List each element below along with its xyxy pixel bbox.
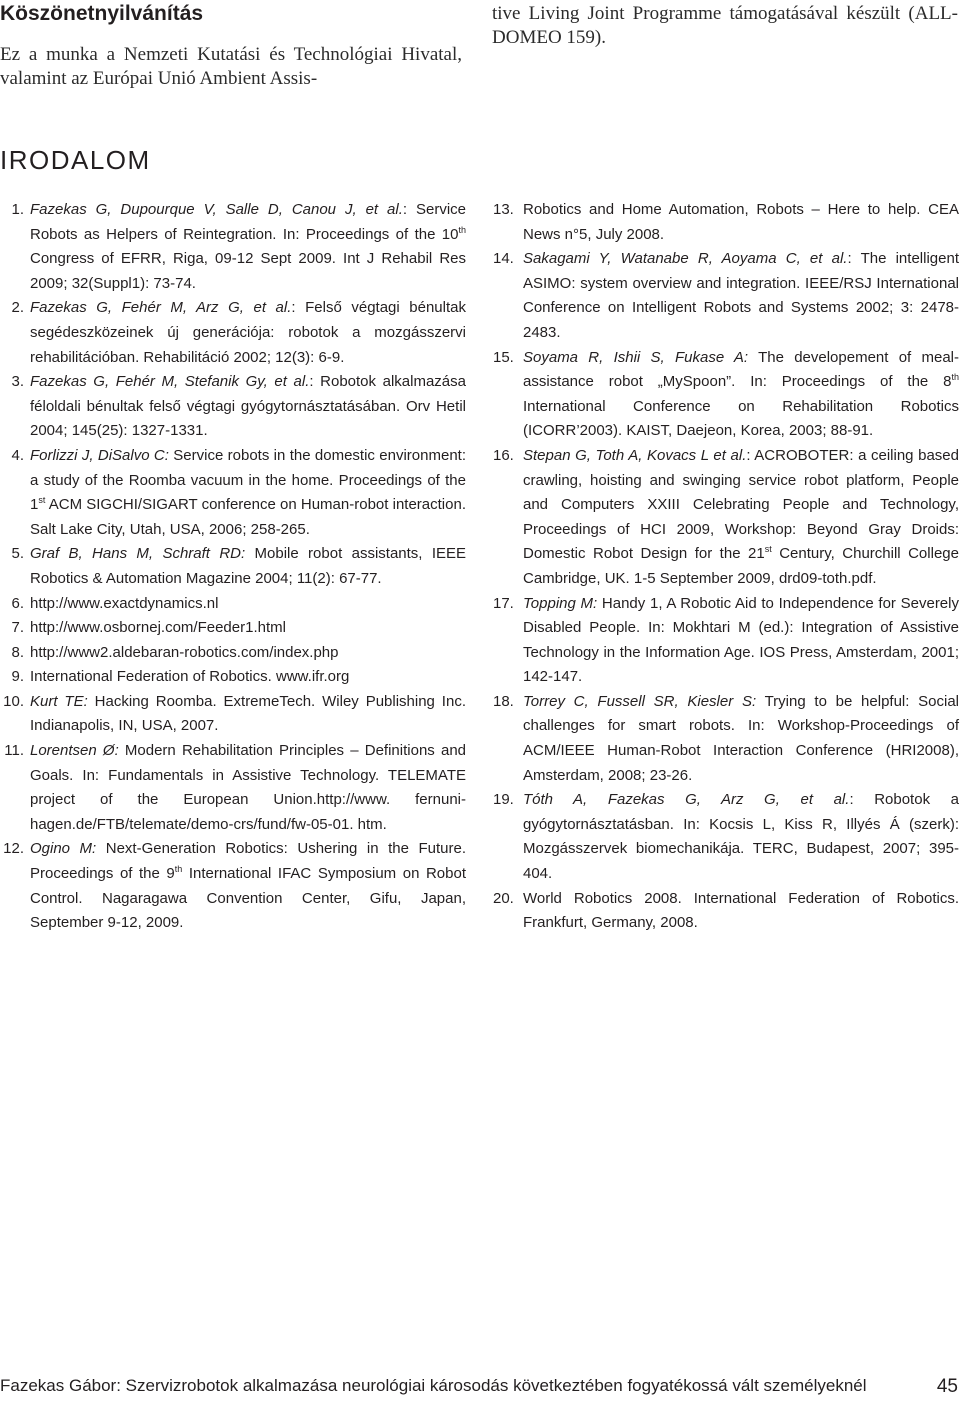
reference-text-continued: International Conference on Rehabilitation Robotics (ICORR’2003). KAIST, Daejeon, Korea, 2003; 88-91. xyxy=(523,397,959,440)
reference-superscript: st xyxy=(764,544,772,555)
reference-authors: Ogino M: xyxy=(30,840,97,858)
reference-item xyxy=(493,788,959,886)
reference-text-continued: Congress of EFRR, Riga, 09-12 Sept 2009. Int J Rehabil Res 2009; 32(Suppl1): 73-74. xyxy=(30,250,466,292)
reference-text: Modern Rehabilitation Principles – Definitions and Goals. In: Fundamentals in Assistive Technology. TELEMATE project of the European Union.http://www. fernuni-hagen.de/FTB/telemate/demo-crs/fund/fw-05-01. htm. xyxy=(30,742,467,833)
reference-authors: Fazekas G, Fehér M, Stefanik Gy, et al. xyxy=(30,373,310,391)
reference-number: 9. xyxy=(11,668,24,686)
reference-number: 2. xyxy=(11,299,24,317)
reference-item xyxy=(493,198,959,247)
reference-authors: Kurt TE: xyxy=(30,692,88,710)
reference-number: 12. xyxy=(3,840,24,858)
references-right-column xyxy=(493,198,959,936)
page-number: 45 xyxy=(936,1376,958,1397)
reference-text: The developement of meal-assistance robot „MySpoon”. In: Proceedings of the 8 xyxy=(523,348,959,391)
reference-item xyxy=(0,665,466,690)
reference-number: 18. xyxy=(493,692,514,710)
reference-number: 10. xyxy=(3,692,24,710)
reference-authors: Stepan G, Toth A, Kovacs L et al. xyxy=(523,446,747,464)
reference-text: Service robots in the domestic environment: a study of the Roomba vacuum in the home. Proceedings of the 1 xyxy=(30,446,466,514)
reference-authors: Sakagami Y, Watanabe R, Aoyama C, et al. xyxy=(523,250,848,268)
reference-item xyxy=(0,198,466,296)
reference-text: Handy 1, A Robotic Aid to Independence for Severely Disabled People. In: Mokhtari M (ed.): Integration of Assistive Technology in the Information Age. IOS Press, Amsterdam, 2001; 142-147. xyxy=(523,594,959,686)
reference-number: 3. xyxy=(11,373,24,391)
reference-text: Hacking Roomba. ExtremeTech. Wiley Publishing Inc. Indianapolis, IN, USA, 2007. xyxy=(30,692,466,735)
reference-item xyxy=(0,542,466,591)
references-heading: IRODALOM xyxy=(0,145,151,175)
reference-link[interactable]: http://www.osbornej.com/Feeder1.html xyxy=(30,619,286,637)
reference-text: : Felső végtagi bénultak segédeszközeinek új generációja: robotok a mozgásszervi rehabilitációban. Rehabilitáció 2002; 12(3): 6-9. xyxy=(30,299,466,366)
reference-text: : ACROBOTER: a ceiling based crawling, hoisting and swinging service robot platform, People and Computers XXIII Celebrating People and Technology, Proceedings of HCI 2009, Workshop: Beyond Gray Droids: Domestic Robot Design for the 21 xyxy=(523,446,959,563)
reference-text: Next-Generation Robotics: Ushering in the Future. Proceedings of the 9 xyxy=(30,840,466,883)
reference-item xyxy=(493,247,959,345)
reference-authors: Lorentsen Ø: xyxy=(30,742,119,760)
reference-number: 16. xyxy=(493,446,514,464)
reference-superscript: th xyxy=(458,224,466,235)
reference-number: 1. xyxy=(11,201,24,218)
reference-item xyxy=(0,444,466,542)
reference-item xyxy=(493,690,959,788)
reference-number: 17. xyxy=(493,594,514,612)
reference-number: 5. xyxy=(11,545,24,563)
reference-item xyxy=(0,616,466,641)
reference-item xyxy=(0,739,466,837)
references-left-column xyxy=(0,198,466,936)
reference-number: 19. xyxy=(493,791,514,809)
acknowledgement-heading: Köszönetnyilvánítás xyxy=(0,2,204,25)
reference-item xyxy=(0,592,466,617)
reference-text: : Robotok alkalmazása féloldali bénultak felső végtagi gyógytornásztatásában. Orv Hetil 2004; 145(25): 1327-1331. xyxy=(30,373,466,440)
reference-superscript: st xyxy=(38,495,46,506)
acknowledgement-text-left: Ez a munka a Nemzeti Kutatási és Technológiai Hivatal, valamint az Európai Unió Ambient Assis- xyxy=(0,44,462,89)
reference-number: 7. xyxy=(11,619,24,637)
reference-authors: Topping M: xyxy=(523,594,598,612)
reference-authors: Forlizzi J, DiSalvo C: xyxy=(30,446,169,464)
reference-text: Trying to be helpful: Social challenges for smart robots. In: Workshop-Proceedings of ACM/IEEE Human-Robot Interaction Conference (HRI2008), Amsterdam, 2008; 23-26. xyxy=(523,692,960,784)
reference-item xyxy=(493,444,959,592)
reference-authors: Fazekas G, Dupourque V, Salle D, Canou J, et al. xyxy=(30,201,403,218)
reference-text: Mobile robot assistants, IEEE Robotics & Automation Magazine 2004; 11(2): 67-77. xyxy=(30,545,466,587)
reference-text-continued: Century, Churchill College Cambridge, UK. 1-5 September 2009, drd09-toth.pdf. xyxy=(523,545,959,587)
reference-number: 20. xyxy=(493,889,514,907)
reference-number: 13. xyxy=(493,201,514,218)
reference-text: Robotics and Home Automation, Robots – Here to help. CEA News n°5, July 2008. xyxy=(523,201,959,243)
reference-text: : The intelligent ASIMO: system overview and integration. IEEE/RSJ International Conference on Intelligent Robots and Systems 2002; 3: 2478-2483. xyxy=(523,250,959,341)
reference-superscript: th xyxy=(174,864,183,875)
reference-text-continued: ACM SIGCHI/SIGART conference on Human-robot interaction. Salt Lake City, Utah, USA, 2006; 258-265. xyxy=(30,496,466,538)
reference-number: 14. xyxy=(493,250,514,268)
reference-text-continued: International IFAC Symposium on Robot Control. Nagaragawa Convention Center, Gifu, Japan, September 9-12, 2009. xyxy=(30,865,466,932)
reference-number: 11. xyxy=(4,742,24,760)
reference-number: 4. xyxy=(11,446,24,464)
reference-authors: Torrey C, Fussell SR, Kiesler S: xyxy=(523,692,757,710)
reference-item xyxy=(0,690,466,739)
reference-item xyxy=(493,592,959,690)
running-title: Fazekas Gábor: Szervizrobotok alkalmazása neurológiai károsodás következtében fogyatékossá vált személyeknél xyxy=(0,1376,867,1395)
reference-superscript: th xyxy=(951,372,959,383)
reference-item xyxy=(493,887,959,936)
reference-link[interactable]: http://www2.aldebaran-robotics.com/index.php xyxy=(30,643,339,661)
reference-link[interactable]: http://www.exactdynamics.nl xyxy=(30,594,219,612)
reference-number: 8. xyxy=(11,643,24,661)
reference-text: International Federation of Robotics. www.ifr.org xyxy=(30,668,350,686)
reference-authors: Soyama R, Ishii S, Fukase A: xyxy=(523,348,749,366)
reference-authors: Tóth A, Fazekas G, Arz G, et al. xyxy=(523,791,850,809)
reference-text: : Robotok a gyógytornásztatásban. In: Kocsis L, Kiss R, Illyés Á (szerk): Mozgásszervek biomechanikája. TERC, Budapest, 2007; 395-404. xyxy=(523,791,959,883)
reference-authors: Graf B, Hans M, Schraft RD: xyxy=(30,545,246,563)
reference-item xyxy=(0,837,466,935)
reference-item xyxy=(0,641,466,666)
acknowledgement-text-right: tive Living Joint Programme támogatásával készült (ALL-DOMEO 159). xyxy=(492,3,958,48)
reference-number: 15. xyxy=(493,348,514,366)
reference-number: 6. xyxy=(11,594,24,612)
reference-authors: Fazekas G, Fehér M, Arz G, et al. xyxy=(30,299,292,317)
reference-item xyxy=(493,346,959,444)
reference-item xyxy=(0,296,466,370)
reference-text: World Robotics 2008. International Federation of Robotics. Frankfurt, Germany, 2008. xyxy=(523,889,959,932)
reference-item xyxy=(0,370,466,444)
reference-text: : Service Robots as Helpers of Reintegration. In: Proceedings of the 10 xyxy=(30,201,467,243)
